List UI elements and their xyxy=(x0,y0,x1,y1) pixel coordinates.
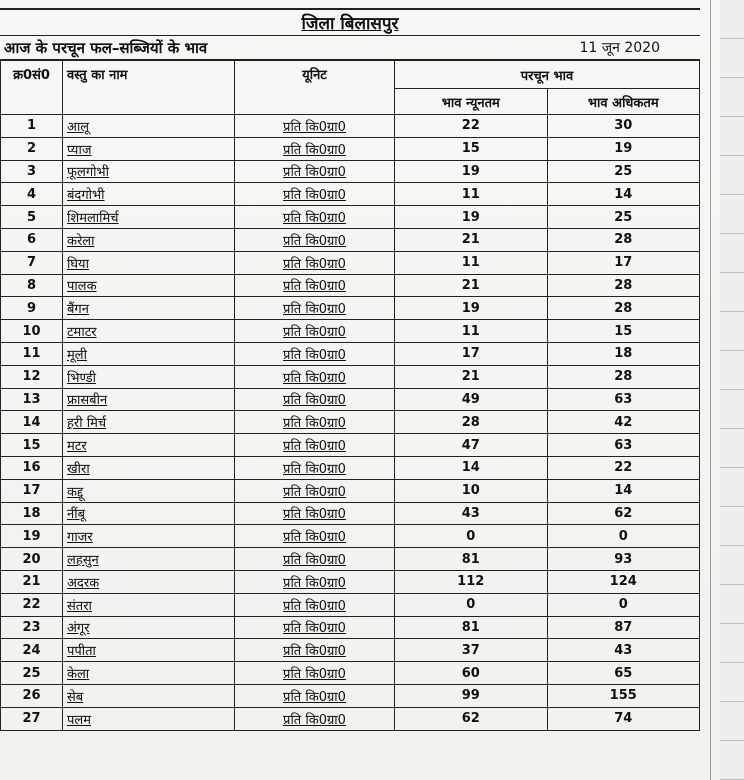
table-row xyxy=(1,342,700,365)
row-min-price: 62 xyxy=(395,707,548,730)
row-unit: प्रति कि0ग्रा0 xyxy=(235,183,395,206)
row-unit: प्रति कि0ग्रा0 xyxy=(235,297,395,320)
row-unit: प्रति कि0ग्रा0 xyxy=(235,570,395,593)
row-max-price: 28 xyxy=(547,228,700,251)
row-item-name: अंगूर xyxy=(63,616,235,639)
title-row xyxy=(0,8,700,36)
table-row xyxy=(1,160,700,183)
row-sno: 13 xyxy=(1,388,63,411)
table-row xyxy=(1,684,700,707)
header-row xyxy=(1,61,700,89)
table-row xyxy=(1,707,700,730)
row-min-price: 21 xyxy=(395,365,548,388)
row-item-name: अदरक xyxy=(63,570,235,593)
table-row xyxy=(1,297,700,320)
row-sno: 7 xyxy=(1,251,63,274)
table-row xyxy=(1,662,700,685)
row-max-price: 87 xyxy=(547,616,700,639)
row-sno: 27 xyxy=(1,707,63,730)
row-sno: 25 xyxy=(1,662,63,685)
table-row xyxy=(1,502,700,525)
row-unit: प्रति कि0ग्रा0 xyxy=(235,251,395,274)
row-max-price: 15 xyxy=(547,320,700,343)
row-max-price: 62 xyxy=(547,502,700,525)
row-max-price: 30 xyxy=(547,115,700,138)
row-max-price: 65 xyxy=(547,662,700,685)
row-item-name: आलू xyxy=(63,115,235,138)
row-sno: 17 xyxy=(1,479,63,502)
row-item-name: गाजर xyxy=(63,525,235,548)
report-date: 11 जून 2020 xyxy=(579,40,660,56)
table-row xyxy=(1,616,700,639)
sheet-edge-line xyxy=(710,0,711,780)
row-min-price: 21 xyxy=(395,274,548,297)
row-max-price: 22 xyxy=(547,456,700,479)
row-sno: 20 xyxy=(1,548,63,571)
row-item-name: बंदगोभी xyxy=(63,183,235,206)
row-min-price: 0 xyxy=(395,593,548,616)
page-subtitle: आज के परचून फल–सब्जियों के भाव xyxy=(4,38,208,57)
table-row xyxy=(1,411,700,434)
row-item-name: कद्दू xyxy=(63,479,235,502)
table-row xyxy=(1,456,700,479)
row-unit: प्रति कि0ग्रा0 xyxy=(235,456,395,479)
table-row xyxy=(1,115,700,138)
row-unit: प्रति कि0ग्रा0 xyxy=(235,684,395,707)
table-row xyxy=(1,434,700,457)
adjacent-sheet xyxy=(720,0,744,780)
table-row xyxy=(1,593,700,616)
price-table xyxy=(0,60,700,731)
row-sno: 15 xyxy=(1,434,63,457)
row-min-price: 19 xyxy=(395,206,548,229)
row-unit: प्रति कि0ग्रा0 xyxy=(235,548,395,571)
row-max-price: 63 xyxy=(547,434,700,457)
row-min-price: 10 xyxy=(395,479,548,502)
table-row xyxy=(1,183,700,206)
row-item-name: मूली xyxy=(63,342,235,365)
row-sno: 18 xyxy=(1,502,63,525)
row-min-price: 37 xyxy=(395,639,548,662)
row-sno: 23 xyxy=(1,616,63,639)
row-unit: प्रति कि0ग्रा0 xyxy=(235,639,395,662)
row-item-name: फूलगोभी xyxy=(63,160,235,183)
row-unit: प्रति कि0ग्रा0 xyxy=(235,662,395,685)
row-item-name: पलम xyxy=(63,707,235,730)
row-min-price: 11 xyxy=(395,183,548,206)
table-row xyxy=(1,388,700,411)
row-sno: 1 xyxy=(1,115,63,138)
row-max-price: 25 xyxy=(547,206,700,229)
row-max-price: 17 xyxy=(547,251,700,274)
row-item-name: शिमलामिर्च xyxy=(63,206,235,229)
row-max-price: 18 xyxy=(547,342,700,365)
table-row xyxy=(1,525,700,548)
table-row xyxy=(1,548,700,571)
row-unit: प्रति कि0ग्रा0 xyxy=(235,411,395,434)
row-item-name: नींबू xyxy=(63,502,235,525)
row-item-name: सेब xyxy=(63,684,235,707)
table-row xyxy=(1,365,700,388)
row-unit: प्रति कि0ग्रा0 xyxy=(235,502,395,525)
row-max-price: 63 xyxy=(547,388,700,411)
row-min-price: 47 xyxy=(395,434,548,457)
row-min-price: 15 xyxy=(395,137,548,160)
row-sno: 14 xyxy=(1,411,63,434)
row-max-price: 124 xyxy=(547,570,700,593)
col-retail-header: परचून भाव xyxy=(395,61,700,89)
row-item-name: पालक xyxy=(63,274,235,297)
row-max-price: 14 xyxy=(547,183,700,206)
table-body xyxy=(1,115,700,731)
row-max-price: 28 xyxy=(547,297,700,320)
row-min-price: 19 xyxy=(395,160,548,183)
row-max-price: 42 xyxy=(547,411,700,434)
row-min-price: 17 xyxy=(395,342,548,365)
row-unit: प्रति कि0ग्रा0 xyxy=(235,274,395,297)
row-sno: 24 xyxy=(1,639,63,662)
row-unit: प्रति कि0ग्रा0 xyxy=(235,115,395,138)
row-item-name: बैंगन xyxy=(63,297,235,320)
row-min-price: 99 xyxy=(395,684,548,707)
row-item-name: खीरा xyxy=(63,456,235,479)
row-sno: 26 xyxy=(1,684,63,707)
row-unit: प्रति कि0ग्रा0 xyxy=(235,320,395,343)
row-sno: 16 xyxy=(1,456,63,479)
row-sno: 11 xyxy=(1,342,63,365)
row-min-price: 60 xyxy=(395,662,548,685)
table-row xyxy=(1,320,700,343)
row-max-price: 0 xyxy=(547,593,700,616)
row-min-price: 11 xyxy=(395,320,548,343)
row-max-price: 93 xyxy=(547,548,700,571)
col-unit-header: यूनिट xyxy=(235,61,395,115)
row-unit: प्रति कि0ग्रा0 xyxy=(235,479,395,502)
row-min-price: 28 xyxy=(395,411,548,434)
row-item-name: मटर xyxy=(63,434,235,457)
row-max-price: 14 xyxy=(547,479,700,502)
row-max-price: 28 xyxy=(547,274,700,297)
row-item-name: केला xyxy=(63,662,235,685)
row-max-price: 74 xyxy=(547,707,700,730)
row-sno: 9 xyxy=(1,297,63,320)
row-max-price: 19 xyxy=(547,137,700,160)
row-min-price: 112 xyxy=(395,570,548,593)
row-min-price: 19 xyxy=(395,297,548,320)
row-max-price: 0 xyxy=(547,525,700,548)
row-unit: प्रति कि0ग्रा0 xyxy=(235,525,395,548)
row-min-price: 0 xyxy=(395,525,548,548)
row-unit: प्रति कि0ग्रा0 xyxy=(235,342,395,365)
row-unit: प्रति कि0ग्रा0 xyxy=(235,160,395,183)
table-row xyxy=(1,479,700,502)
row-unit: प्रति कि0ग्रा0 xyxy=(235,616,395,639)
col-name-header: वस्तु का नाम xyxy=(63,61,235,115)
row-unit: प्रति कि0ग्रा0 xyxy=(235,707,395,730)
table-row xyxy=(1,228,700,251)
row-min-price: 22 xyxy=(395,115,548,138)
table-row xyxy=(1,137,700,160)
row-sno: 22 xyxy=(1,593,63,616)
col-sno-header: क्र0सं0 xyxy=(1,61,63,115)
row-sno: 4 xyxy=(1,183,63,206)
row-sno: 10 xyxy=(1,320,63,343)
row-item-name: हरी मिर्च xyxy=(63,411,235,434)
page-title: जिला बिलासपुर xyxy=(301,14,399,34)
row-max-price: 28 xyxy=(547,365,700,388)
row-sno: 2 xyxy=(1,137,63,160)
row-unit: प्रति कि0ग्रा0 xyxy=(235,206,395,229)
row-min-price: 21 xyxy=(395,228,548,251)
row-unit: प्रति कि0ग्रा0 xyxy=(235,228,395,251)
row-sno: 12 xyxy=(1,365,63,388)
row-sno: 5 xyxy=(1,206,63,229)
row-item-name: लहसुन xyxy=(63,548,235,571)
row-item-name: पपीता xyxy=(63,639,235,662)
row-unit: प्रति कि0ग्रा0 xyxy=(235,434,395,457)
row-unit: प्रति कि0ग्रा0 xyxy=(235,388,395,411)
row-sno: 6 xyxy=(1,228,63,251)
row-sno: 19 xyxy=(1,525,63,548)
table-row xyxy=(1,274,700,297)
row-min-price: 11 xyxy=(395,251,548,274)
row-max-price: 25 xyxy=(547,160,700,183)
row-sno: 21 xyxy=(1,570,63,593)
row-item-name: करेला xyxy=(63,228,235,251)
row-max-price: 43 xyxy=(547,639,700,662)
row-min-price: 14 xyxy=(395,456,548,479)
row-sno: 8 xyxy=(1,274,63,297)
row-min-price: 81 xyxy=(395,548,548,571)
row-item-name: घिया xyxy=(63,251,235,274)
row-unit: प्रति कि0ग्रा0 xyxy=(235,593,395,616)
table-row xyxy=(1,639,700,662)
row-unit: प्रति कि0ग्रा0 xyxy=(235,365,395,388)
row-unit: प्रति कि0ग्रा0 xyxy=(235,137,395,160)
table-row xyxy=(1,251,700,274)
table-row xyxy=(1,206,700,229)
row-min-price: 81 xyxy=(395,616,548,639)
row-sno: 3 xyxy=(1,160,63,183)
table-row xyxy=(1,570,700,593)
row-item-name: टमाटर xyxy=(63,320,235,343)
subtitle-row xyxy=(0,36,700,60)
row-min-price: 49 xyxy=(395,388,548,411)
col-min-header: भाव न्यूनतम xyxy=(395,89,548,115)
row-item-name: संतरा xyxy=(63,593,235,616)
col-max-header: भाव अधिकतम xyxy=(547,89,700,115)
row-item-name: भिण्डी xyxy=(63,365,235,388)
row-item-name: फ्रासबीन xyxy=(63,388,235,411)
row-min-price: 43 xyxy=(395,502,548,525)
row-max-price: 155 xyxy=(547,684,700,707)
row-item-name: प्याज xyxy=(63,137,235,160)
